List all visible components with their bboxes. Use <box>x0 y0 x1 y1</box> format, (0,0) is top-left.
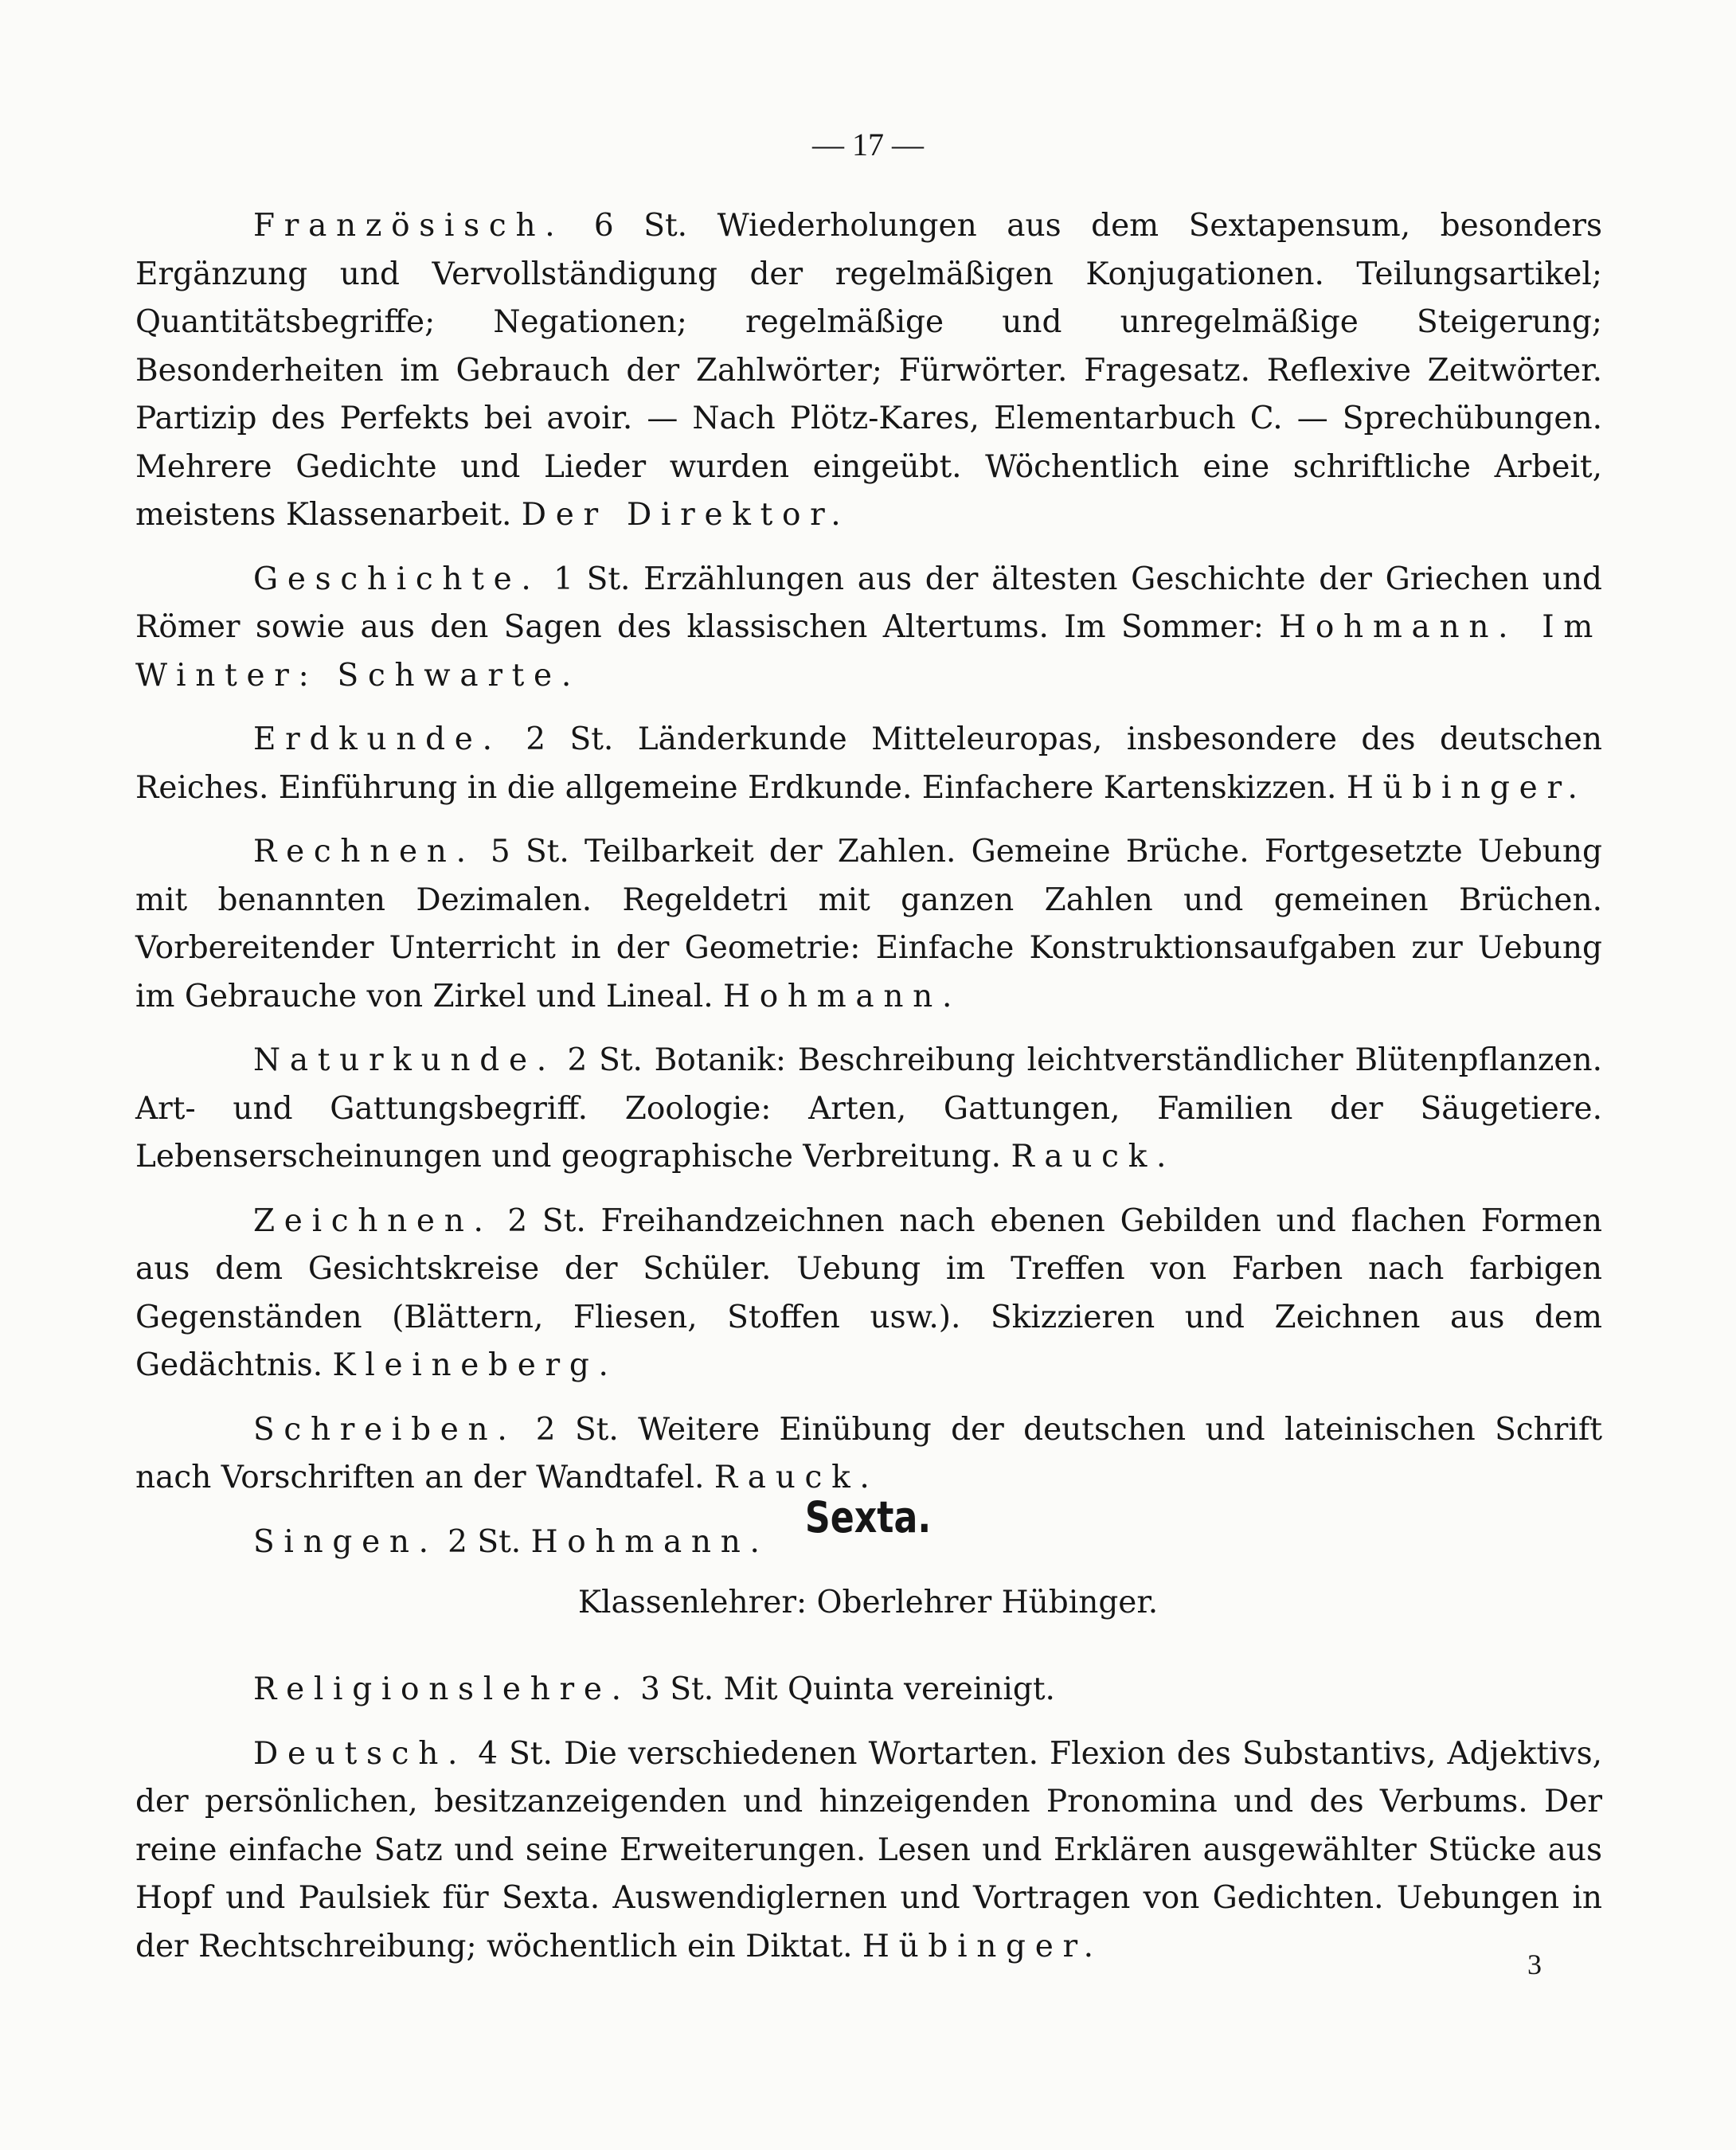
paragraph-text: 1 St. Erzählungen aus der ältesten Geschichte der Griechen und Römer sowie aus den Sagen des klassischen Altertums. Im Sommer: <box>135 561 1602 645</box>
subject-heading: Singen. <box>253 1523 438 1560</box>
subject-heading: Rechnen. <box>253 834 475 870</box>
paragraph-schreiben <box>135 1406 1602 1503</box>
teacher-name: Kleineberg. <box>332 1347 618 1383</box>
teacher-name: Hohmann. <box>530 1523 769 1560</box>
class-teacher-line: Klassenlehrer: Oberlehrer Hübinger. <box>577 1585 1159 1620</box>
subject-heading: Zeichnen. <box>253 1202 493 1239</box>
teacher-name: Hübinger. <box>862 1928 1103 1964</box>
curriculum-text-sexta <box>135 1666 1602 1987</box>
paragraph-erdkunde <box>135 716 1602 812</box>
paragraph-text: 2 St. Weitere Einübung der deutschen und lateinischen Schrift nach Vorschriften an der Wandtafel. <box>135 1411 1602 1495</box>
teacher-name: Rauck. <box>1011 1139 1176 1175</box>
paragraph-text: 5 St. Teilbarkeit der Zahlen. Gemeine Brüche. Fortgesetzte Uebung mit benannten Dezimalen. Regeldetri mit ganzen Zahlen und gemeinen Brüchen. Vorbereitender Unterricht in der Geometrie: Einfache Konstruktionsaufgaben zur Uebung im Gebrauche von Zirkel und Lineal. <box>135 834 1602 1014</box>
teacher-name: Hübinger. <box>1346 769 1587 806</box>
paragraph-text: 3 St. Mit Quinta vereinigt. <box>630 1671 1055 1707</box>
teacher-name: Hohmann. <box>723 978 962 1014</box>
paragraph-text: 2 St. Botanik: Beschreibung leichtverständlicher Blütenpflanzen. Art- und Gattungsbegriff. Zoologie: Arten, Gattungen, Familien der Säugetiere. Lebenserscheinungen und geographische Verbreitung. <box>135 1042 1602 1175</box>
paragraph-franzoesisch <box>135 202 1602 540</box>
teacher-name: Der Direktor. <box>521 497 850 533</box>
paragraph-text: 2 St. Länderkunde Mitteleuropas, insbesondere des deutschen Reiches. Einführung in die allgemeine Erdkunde. Einfachere Kartenskizzen. <box>135 721 1602 806</box>
paragraph-geschichte <box>135 556 1602 701</box>
paragraph-zeichnen <box>135 1198 1602 1390</box>
paragraph-text: 6 St. Wiederholungen aus dem Sextapensum, besonders Ergänzung und Vervollständigung der regelmäßigen Konjugationen. Teilungsartikel; Quantitätsbegriffe; Negationen; regelmäßige und unregelmäßige Steigerung; Besonderheiten im Gebrauch der Zahlwörter; Fürwörter. Fragesatz. Reflexive Zeitwörter. Partizip des Perfekts bei avoir. — Nach Plötz-Kares, Elementarbuch C. — Sprechübungen. Mehrere Gedichte und Lieder wurden eingeübt. Wöchentlich eine schriftliche Arbeit, meistens Klassenarbeit. <box>135 208 1602 533</box>
subject-heading: Schreiben. <box>253 1411 517 1448</box>
paragraph-naturkunde <box>135 1037 1602 1182</box>
subject-heading: Geschichte. <box>253 561 541 597</box>
signature-mark: 3 <box>1527 1949 1542 1980</box>
paragraph-text: 2 St. Freihandzeichnen nach ebenen Gebilden und flachen Formen aus dem Gesichtskreise der Schüler. Uebung im Treffen von Farben nach farbigen Gegenständen (Blättern, Fliesen, Stoffen usw.). Skizzieren und Zeichnen aus dem Gedächtnis. <box>135 1202 1602 1383</box>
subject-heading: Deutsch. <box>253 1735 467 1772</box>
subject-heading: Erdkunde. <box>253 721 502 757</box>
subject-heading: Französisch. <box>253 208 565 244</box>
paragraph-text: 4 St. Die verschiedenen Wortarten. Flexion des Substantivs, Adjektivs, der persönlichen, besitzanzeigenden und hinzeigenden Pronomina und des Verbums. Der reine einfache Satz und seine Erweiterungen. Lesen und Erklären ausgewählter Stücke aus Hopf und Paulsiek für Sexta. Auswendiglernen und Vortragen von Gedichten. Uebungen in der Rechtschreibung; wöchentlich ein Diktat. <box>135 1735 1602 1964</box>
subject-heading: Naturkunde. <box>253 1042 556 1078</box>
page-number: — 17 — <box>812 127 924 162</box>
paragraph-text: 2 St. <box>437 1523 531 1560</box>
paragraph-deutsch <box>135 1730 1602 1972</box>
paragraph-religionslehre <box>135 1666 1602 1714</box>
section-title: Sexta. <box>804 1492 932 1542</box>
teacher-name: Rauck. <box>714 1460 879 1495</box>
paragraph-rechnen <box>135 828 1602 1021</box>
teacher-name: Hohmann. Im Winter: Schwarte. <box>135 609 1602 694</box>
subject-heading: Religionslehre. <box>253 1671 631 1707</box>
curriculum-text <box>135 202 1602 1582</box>
